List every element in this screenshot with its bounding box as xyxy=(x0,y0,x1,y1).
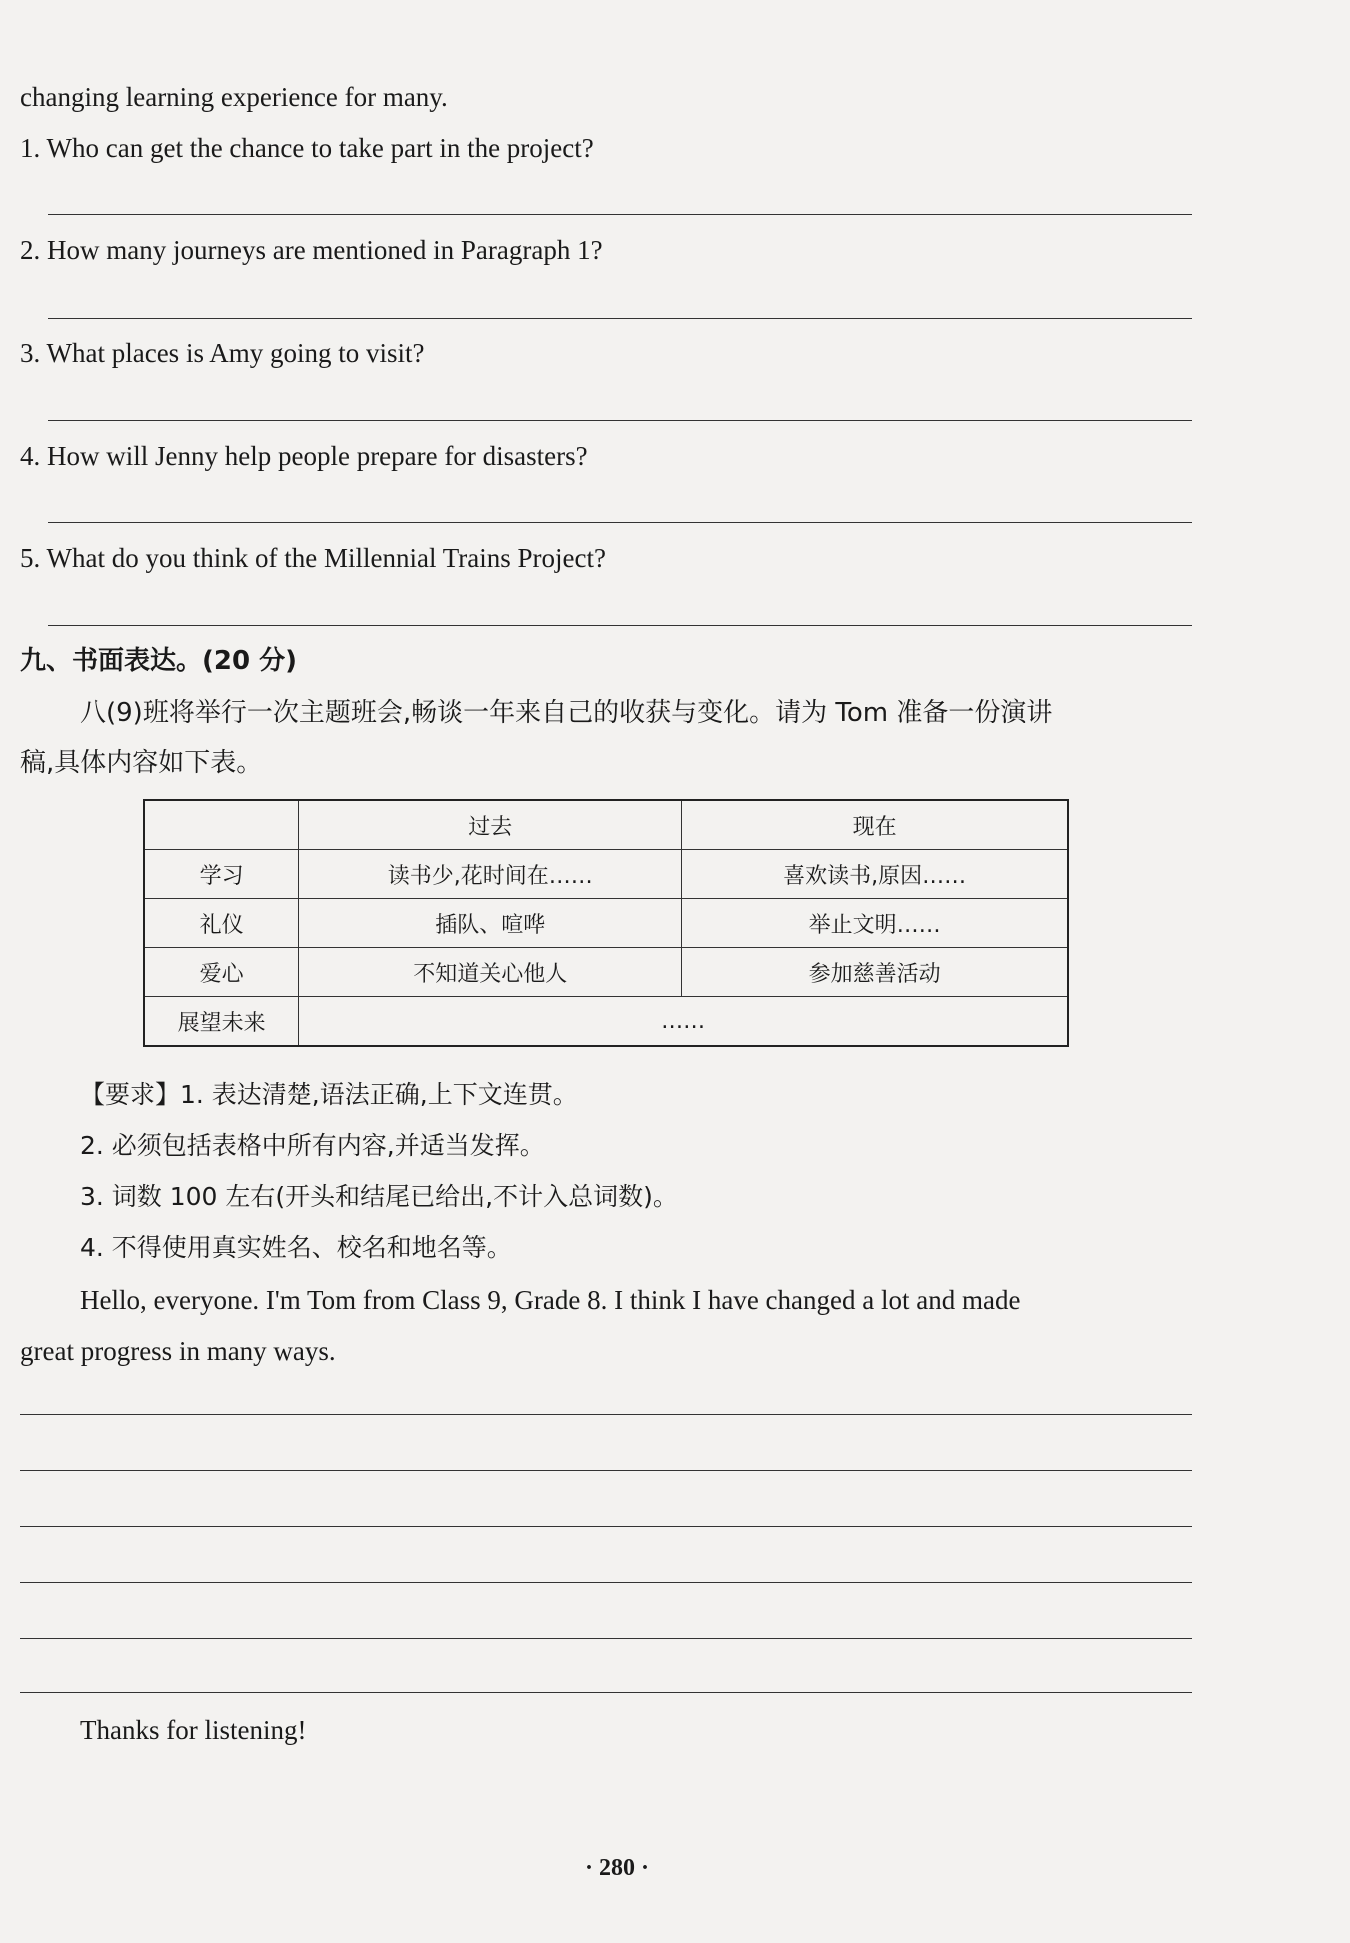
table-header-cell: 过去 xyxy=(299,800,682,850)
essay-closing: Thanks for listening! xyxy=(80,1715,307,1745)
answer-line-4 xyxy=(48,522,1192,523)
question-2: 2. How many journeys are mentioned in Paragraph 1? xyxy=(20,235,603,265)
writing-line xyxy=(20,1414,1192,1415)
answer-line-5 xyxy=(48,625,1192,626)
table-cell: 举止文明…… xyxy=(682,899,1068,948)
content-table xyxy=(143,799,1069,1047)
table-cell: 读书少,花时间在…… xyxy=(299,850,682,899)
table-cell: 插队、喧哗 xyxy=(299,899,682,948)
requirement-4: 4. 不得使用真实姓名、校名和地名等。 xyxy=(80,1233,512,1262)
table-header-cell: 现在 xyxy=(682,800,1068,850)
answer-line-2 xyxy=(48,318,1192,319)
table-cell: 不知道关心他人 xyxy=(299,948,682,997)
table-header-cell xyxy=(144,800,299,850)
writing-line xyxy=(20,1526,1192,1527)
answer-line-3 xyxy=(48,420,1192,421)
writing-line xyxy=(20,1582,1192,1583)
table-cell: 喜欢读书,原因…… xyxy=(682,850,1068,899)
writing-line xyxy=(20,1638,1192,1639)
writing-line xyxy=(20,1692,1192,1693)
question-3: 3. What places is Amy going to visit? xyxy=(20,338,425,368)
question-5: 5. What do you think of the Millennial Trains Project? xyxy=(20,543,606,573)
requirement-1: 【要求】1. 表达清楚,语法正确,上下文连贯。 xyxy=(80,1080,578,1109)
question-1: 1. Who can get the chance to take part in the project? xyxy=(20,133,594,163)
essay-opening-line-1: Hello, everyone. I'm Tom from Class 9, Grade 8. I think I have changed a lot and made xyxy=(80,1285,1021,1315)
writing-line xyxy=(20,1470,1192,1471)
passage-tail: changing learning experience for many. xyxy=(20,82,448,112)
table-cell: 参加慈善活动 xyxy=(682,948,1068,997)
requirement-2: 2. 必须包括表格中所有内容,并适当发挥。 xyxy=(80,1131,545,1160)
prompt-line-1: 八(9)班将举行一次主题班会,畅谈一年来自己的收获与变化。请为 Tom 准备一份演讲 xyxy=(80,698,1053,728)
table-row xyxy=(144,899,1068,948)
requirement-3: 3. 词数 100 左右(开头和结尾已给出,不计入总词数)。 xyxy=(80,1182,678,1211)
essay-opening-line-2: great progress in many ways. xyxy=(20,1336,336,1366)
answer-line-1 xyxy=(48,214,1192,215)
prompt-line-2: 稿,具体内容如下表。 xyxy=(20,748,263,778)
table-row xyxy=(144,850,1068,899)
page-number: · 280 · xyxy=(584,1855,649,1881)
table-row xyxy=(144,948,1068,997)
question-4: 4. How will Jenny help people prepare for disasters? xyxy=(20,441,588,471)
table-cell: 学习 xyxy=(144,850,299,899)
table-cell: 礼仪 xyxy=(144,899,299,948)
section-heading: 九、书面表达。(20 分) xyxy=(20,646,297,676)
table-cell: …… xyxy=(299,997,1068,1047)
table-cell: 展望未来 xyxy=(144,997,299,1047)
table-header-row xyxy=(144,800,1068,850)
table-row xyxy=(144,997,1068,1047)
table-cell: 爱心 xyxy=(144,948,299,997)
